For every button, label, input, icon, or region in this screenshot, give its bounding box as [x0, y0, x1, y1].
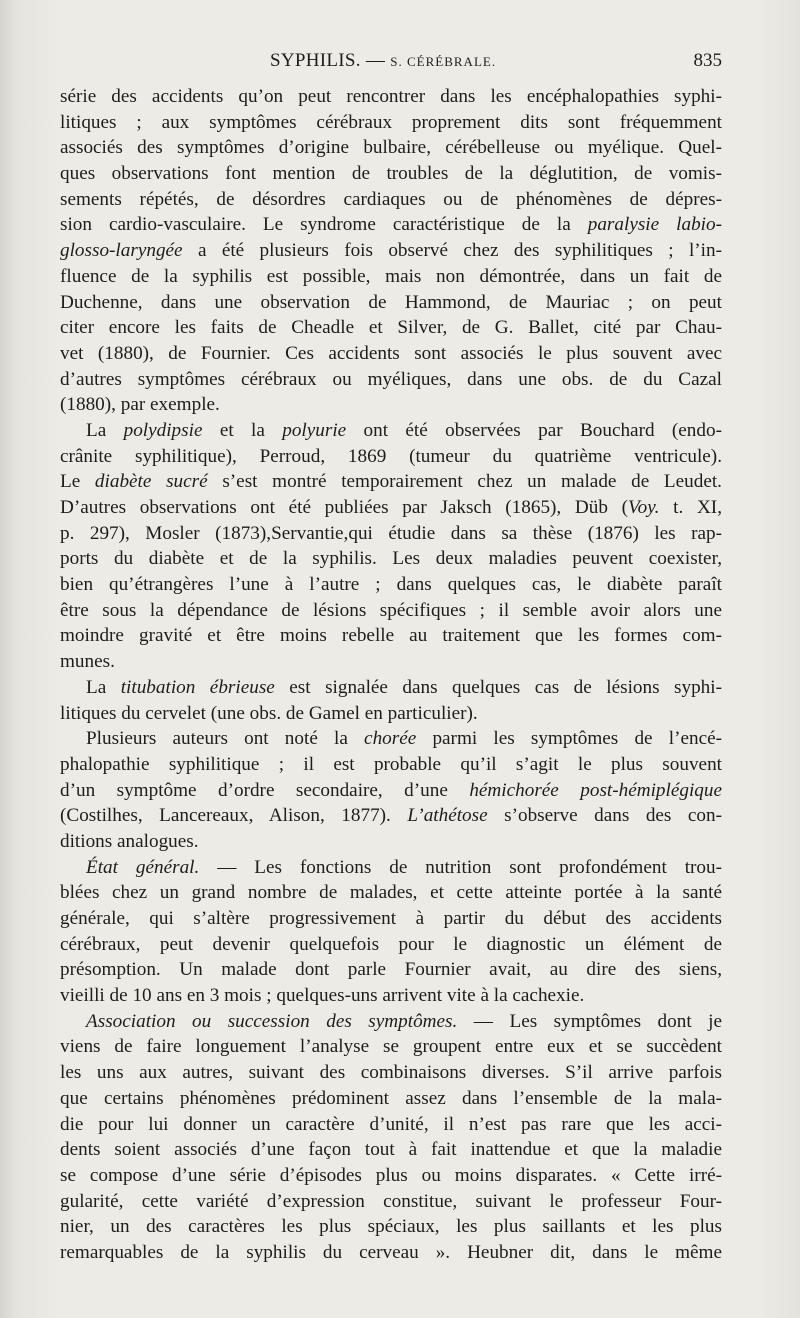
running-title-section: S. CÉRÉBRALE. [390, 54, 497, 69]
text-line [60, 803, 722, 829]
text-run: phalopathie syphilitique ; il est probable qu’il s’agit le plus souvent [60, 753, 722, 775]
italic-term: État général. [86, 856, 200, 878]
text-run: que certains phénomènes prédominent assez dans l’ensemble de la mala- [60, 1087, 722, 1109]
text-run: ditions analogues. [60, 830, 199, 852]
text-line [60, 726, 722, 752]
text-line [60, 1189, 722, 1215]
text-line [60, 572, 722, 598]
text-line [60, 1034, 722, 1060]
text-line [60, 1060, 722, 1086]
text-line [60, 1163, 722, 1189]
text-line [60, 290, 722, 316]
text-line [60, 367, 722, 393]
text-run: d’un symptôme d’ordre secondaire, d’une [60, 779, 470, 801]
italic-term: glosso-laryngée [60, 240, 183, 262]
text-line [60, 264, 722, 290]
text-run: vieilli de 10 ans en 3 mois ; quelques-uns arrivent vite à la cachexie. [60, 985, 585, 1007]
text-line [60, 623, 722, 649]
paragraph [60, 418, 722, 675]
text-run: crânite syphilitique), Perroud, 1869 (tumeur du quatrième ventricule). [60, 445, 722, 467]
text-run: les uns aux autres, suivant des combinaisons diverses. S’il arrive parfois [60, 1062, 722, 1084]
text-line [60, 701, 722, 727]
text-run: blées chez un grand nombre de malades, et cette atteinte portée à la santé [60, 882, 722, 904]
text-run: d’autres symptômes cérébraux ou myéliques, dans une obs. de du Cazal [60, 368, 722, 390]
italic-term: polyurie [282, 419, 347, 441]
italic-term: paralysie labio- [587, 214, 722, 236]
text-line [60, 1086, 722, 1112]
text-line [60, 135, 722, 161]
text-line [60, 932, 722, 958]
text-run: série des accidents qu’on peut rencontrer dans les encéphalopathies syphi- [60, 86, 722, 107]
text-line [60, 649, 722, 675]
text-line [60, 187, 722, 213]
text-run: sion cardio-vasculaire. Le syndrome caractéristique de la [60, 214, 588, 236]
text-run: parmi les symptômes de l’encé- [416, 728, 722, 750]
text-run: ports du diabète et de la syphilis. Les deux maladies peuvent coexister, [60, 548, 722, 570]
text-line [60, 675, 722, 701]
text-run: die pour lui donner un caractère d’unité, il n’est pas rare que les acci- [60, 1113, 722, 1135]
text-run: sements répétés, de désordres cardiaques ou de phénomènes de dépres- [60, 188, 722, 210]
text-run: (Costilhes, Lancereaux, Alison, 1877). [60, 805, 408, 827]
text-run: s’est montré temporairement chez un malade de Leudet. [207, 471, 722, 493]
italic-term: Voy. [628, 497, 660, 518]
text-line [60, 598, 722, 624]
page-number: 835 [693, 50, 722, 71]
text-run: cérébraux, peut devenir quelquefois pour le diagnostic un élément de [60, 933, 722, 955]
text-line [60, 1214, 722, 1240]
text-line [60, 315, 722, 341]
text-run: Duchenne, dans une observation de Hammond, de Mauriac ; on peut [60, 291, 722, 313]
text-line [60, 752, 722, 778]
text-run: La [86, 419, 124, 441]
paragraph [60, 84, 722, 418]
text-run: — Les symptômes dont je [457, 1010, 722, 1032]
text-line [60, 418, 722, 444]
text-run: générale, qui s’altère progressivement à partir du début des accidents [60, 908, 722, 929]
text-line [60, 110, 722, 136]
text-line [60, 238, 722, 264]
text-line [60, 1137, 722, 1163]
text-run: litiques du cervelet (une obs. de Gamel en particulier). [60, 702, 478, 724]
text-run: ques observations font mention de troubles de la déglutition, de vomis- [60, 163, 722, 185]
text-run: et la [202, 419, 283, 441]
text-line [60, 469, 722, 495]
text-run: gularité, cette variété d’expression constitue, suivant le professeur Four- [60, 1190, 722, 1212]
text-run: p. 297), Mosler (1873),Servantie,qui étudie dans sa thèse (1876) les rap- [60, 522, 722, 544]
text-line [60, 392, 722, 418]
text-run: être sous la dépendance de lésions spécifiques ; il semble avoir alors une [60, 599, 722, 621]
running-title [270, 50, 496, 72]
italic-term: polydipsie [123, 419, 203, 441]
text-run: bien qu’étrangères l’une à l’autre ; dans quelques cas, le diabète paraît [60, 574, 722, 596]
text-run: Plusieurs auteurs ont noté la [86, 728, 365, 750]
text-line [60, 829, 722, 855]
text-line [60, 880, 722, 906]
text-line [60, 983, 722, 1009]
text-run: munes. [60, 651, 115, 673]
text-run: associés des symptômes d’origine bulbaire, cérébelleuse ou myélique. Quel- [60, 137, 722, 159]
text-run: a été plusieurs fois observé chez des syphilitiques ; l’in- [182, 240, 722, 262]
text-line [60, 957, 722, 983]
text-line [60, 855, 722, 881]
running-title-main: SYPHILIS. — [270, 50, 391, 71]
italic-term: diabète sucré [94, 471, 208, 493]
text-line [60, 495, 722, 521]
page-body [60, 84, 722, 1266]
text-line [60, 778, 722, 804]
text-run: est signalée dans quelques cas de lésions syphi- [274, 676, 722, 698]
text-run: remarquables de la syphilis du cerveau ». Heubner dit, dans le même [60, 1241, 722, 1263]
text-run: s’observe dans des con- [487, 805, 722, 827]
paragraph [60, 675, 722, 726]
text-run: ont été observées par Bouchard (endo- [346, 419, 722, 441]
text-line [60, 161, 722, 187]
italic-term: chorée [364, 728, 417, 750]
text-run: moindre gravité et être moins rebelle au traitement que les formes com- [60, 625, 722, 647]
text-run: vet (1880), de Fournier. Ces accidents sont associés le plus souvent avec [60, 342, 722, 364]
paragraph [60, 1009, 722, 1266]
text-run: Le [60, 471, 95, 493]
text-run: t. XI, [659, 497, 722, 518]
paragraph [60, 855, 722, 1009]
text-run: La [86, 676, 121, 698]
text-run: viens de faire longuement l’analyse se groupent entre eux et se succèdent [60, 1036, 722, 1058]
italic-term: Association ou succession des symptômes. [86, 1010, 458, 1032]
text-run: citer encore les faits de Cheadle et Silver, de G. Ballet, cité par Chau- [60, 317, 722, 339]
text-line [60, 1240, 722, 1266]
text-run: nier, un des caractères les plus spéciaux, les plus saillants et les plus [60, 1216, 722, 1238]
text-run: se compose d’une série d’épisodes plus ou moins disparates. « Cette irré- [60, 1164, 722, 1186]
text-run: litiques ; aux symptômes cérébraux proprement dits sont fréquemment [60, 111, 722, 133]
text-line [60, 906, 722, 932]
text-line [60, 521, 722, 547]
text-line [60, 444, 722, 470]
paragraph [60, 726, 722, 854]
running-header [60, 50, 722, 76]
text-line [60, 1112, 722, 1138]
text-line [60, 84, 722, 110]
text-run: D’autres observations ont été publiées par Jaksch (1865), Düb ( [60, 497, 629, 518]
italic-term: hémichorée post-hémiplégique [469, 779, 722, 801]
text-run: fluence de la syphilis est possible, mais non démontrée, dans un fait de [60, 265, 722, 287]
text-run: présomption. Un malade dont parle Fournier avait, au dire des siens, [60, 959, 722, 981]
text-run: dents soient associés d’une façon tout à fait inattendue et que la maladie [60, 1139, 722, 1161]
text-line [60, 212, 722, 238]
italic-term: titubation ébrieuse [120, 676, 275, 698]
text-run: — Les fonctions de nutrition sont profondément trou- [199, 856, 722, 878]
text-line [60, 546, 722, 572]
text-line [60, 1009, 722, 1035]
text-run: (1880), par exemple. [60, 394, 220, 416]
text-line [60, 341, 722, 367]
italic-term: L’athétose [407, 805, 488, 827]
